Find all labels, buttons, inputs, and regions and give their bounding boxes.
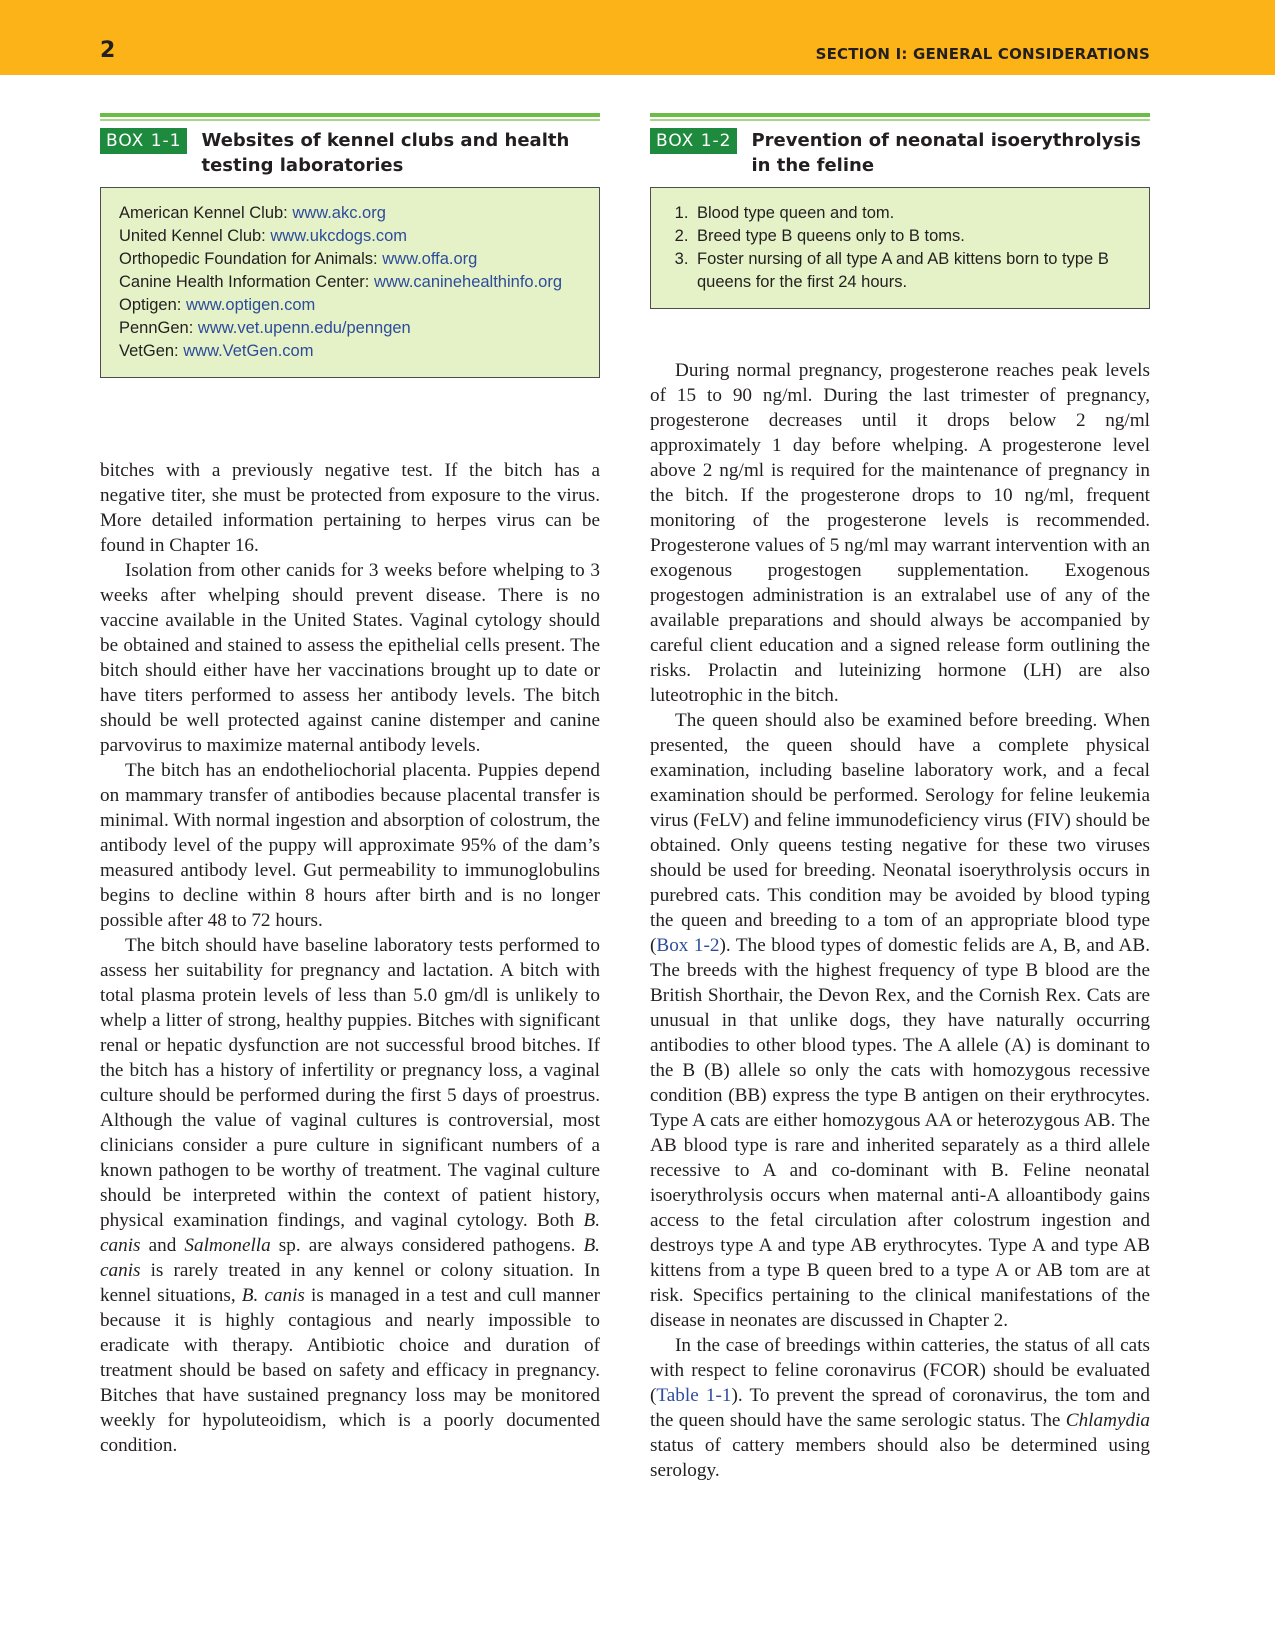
prevention-steps-list bbox=[669, 202, 1131, 294]
entry-name: United Kennel Club: bbox=[119, 227, 266, 245]
website-entry bbox=[119, 248, 581, 271]
right-column bbox=[650, 358, 1150, 1483]
box-header bbox=[650, 128, 1150, 178]
box-body bbox=[100, 187, 600, 378]
website-entry bbox=[119, 225, 581, 248]
species-name: B. canis bbox=[100, 1210, 600, 1256]
website-link[interactable]: www.caninehealthinfo.org bbox=[373, 273, 563, 291]
page-number: 2 bbox=[100, 38, 116, 63]
text-run: ). The blood types of domestic felids are A, B, and AB. The breeds with the highest frequency of type B blood are the British Shorthair, the Devon Rex, and the Cornish Rex. Cats are unusual in that unlike dogs, they have naturally occurring antibodies to other blood types. The A allele (A) is dominant to the B (B) allele so only the cats with homozygous recessive condition (BB) express the type B antigen on their erythrocytes. Type A cats are either homozygous AA or heterozygous AB. The AB blood type is rare and inherited separately as a third allele recessive to A and co-dominant with B. Feline neonatal isoerythrolysis occurs when maternal anti-A alloantibody gains access to the fetal circulation after colostrum ingestion and destroys type A and type AB erythrocytes. Type A and type AB kittens from a type B queen bred to a type A or AB tom are at risk. Specifics pertaining to the clinical manifestations of the disease in neonates are discussed in Chapter 2. bbox=[650, 935, 1150, 1331]
entry-name: Orthopedic Foundation for Animals: bbox=[119, 250, 378, 268]
species-name: Salmonella bbox=[184, 1235, 271, 1256]
entry-name: PennGen: bbox=[119, 319, 194, 337]
website-link[interactable]: www.vet.upenn.edu/penngen bbox=[197, 319, 411, 337]
text-run: and bbox=[140, 1235, 185, 1256]
box-1-2 bbox=[650, 113, 1150, 309]
website-link[interactable]: www.offa.org bbox=[382, 250, 478, 268]
paragraph: Isolation from other canids for 3 weeks before whelping to 3 weeks after whelping should prevent disease. There is no vaccine available in the United States. Vaginal cytology should be obtained and stained to assess the epithelial cells present. The bitch should either have her vaccinations brought up to date or have titers performed to assess her antibody levels. The bitch should be well protected against canine distemper and canine parvovirus to maximize maternal antibody levels. bbox=[100, 560, 600, 756]
entry-name: Optigen: bbox=[119, 296, 182, 314]
text-run: In the case of breedings within catteries, the status of all cats with respect to feline coronavirus (FCOR) should be evaluated ( bbox=[650, 1335, 1150, 1406]
website-entry bbox=[119, 294, 581, 317]
table-reference-link[interactable]: Table 1-1 bbox=[656, 1385, 732, 1406]
text-run: The queen should also be examined before breeding. When presented, the queen should have a complete physical examination, including baseline laboratory work, and a fecal examination should be performed. Serology for feline leukemia virus (FeLV) and feline immunodeficiency virus (FIV) should be obtained. Only queens testing negative for these two viruses should be used for breeding. Neonatal isoerythrolysis occurs in purebred cats. This condition may be avoided by blood typing the queen and breeding to a tom of an appropriate blood type ( bbox=[650, 710, 1150, 956]
entry-name: VetGen: bbox=[119, 342, 179, 360]
box-title: Websites of kennel clubs and health testing laboratories bbox=[201, 130, 570, 176]
website-entry bbox=[119, 340, 581, 363]
running-head: SECTION I: GENERAL CONSIDERATIONS bbox=[815, 45, 1150, 63]
paragraph: During normal pregnancy, progesterone reaches peak levels of 15 to 90 ng/ml. During the last trimester of pregnancy, progesterone decreases until it drops below 2 ng/ml approximately 1 day before whelping. A progesterone level above 2 ng/ml is required for the maintenance of pregnancy in the bitch. If the progesterone drops to 10 ng/ml, frequent monitoring of the progesterone levels is recommended. Progesterone values of 5 ng/ml may warrant intervention with an exogenous progestogen supplementation. Exogenous progestogen administration is an extralabel use of any of the available preparations and should always be accompanied by careful client education and a signed release form outlining the risks. Prolactin and luteinizing hormone (LH) are also luteotrophic in the bitch. bbox=[650, 360, 1150, 706]
box-reference-link[interactable]: Box 1-2 bbox=[656, 935, 720, 956]
list-item: 3. Foster nursing of all type A and AB kittens born to type B queens for the first 24 hours. bbox=[693, 248, 1131, 294]
paragraph: bitches with a previously negative test. If the bitch has a negative titer, she must be protected from exposure to the virus. More detailed information pertaining to herpes virus can be found in Chapter 16. bbox=[100, 460, 600, 556]
box-label: BOX 1-2 bbox=[650, 128, 737, 154]
website-entry bbox=[119, 317, 581, 340]
text-run: sp. are always considered pathogens. bbox=[270, 1235, 584, 1256]
website-entry bbox=[119, 202, 581, 225]
paragraph bbox=[650, 1333, 1150, 1483]
box-title: Prevention of neonatal isoerythrolysis in the feline bbox=[751, 130, 1141, 176]
text-run: is managed in a test and cull manner because it is highly contagious and nearly impossible to eradicate with therapy. Antibiotic choice and duration of treatment should be based on safety and efficacy in pregnancy. Bitches that have sustained pregnancy loss may be monitored weekly for hypoluteoidism, which is a poorly documented condition. bbox=[100, 1285, 600, 1456]
list-item: 1. Blood type queen and tom. bbox=[693, 202, 1131, 225]
website-link[interactable]: www.optigen.com bbox=[185, 296, 316, 314]
paragraph bbox=[650, 708, 1150, 1333]
species-name: B. canis bbox=[100, 1235, 600, 1281]
website-link[interactable]: www.ukcdogs.com bbox=[270, 227, 407, 245]
website-link[interactable]: www.VetGen.com bbox=[183, 342, 314, 360]
header-band bbox=[0, 0, 1275, 75]
box-rule bbox=[650, 113, 1150, 117]
entry-name: American Kennel Club: bbox=[119, 204, 288, 222]
paragraph: The bitch has an endotheliochorial placenta. Puppies depend on mammary transfer of antibodies because placental transfer is minimal. With normal ingestion and absorption of colostrum, the antibody level of the puppy will approximate 95% of the dam’s measured antibody level. Gut permeability to immunoglobulins begins to decline within 8 hours after birth and is no longer possible after 48 to 72 hours. bbox=[100, 760, 600, 931]
website-entry bbox=[119, 271, 581, 294]
text-run: status of cattery members should also be determined using serology. bbox=[650, 1435, 1150, 1481]
box-1-1 bbox=[100, 113, 600, 378]
box-label: BOX 1-1 bbox=[100, 128, 187, 154]
left-column bbox=[100, 458, 600, 1458]
box-header bbox=[100, 128, 600, 178]
species-name: Chlamydia bbox=[1065, 1410, 1150, 1431]
box-rule-secondary bbox=[650, 119, 1150, 121]
text-run: The bitch should have baseline laboratory tests performed to assess her suitability for pregnancy and lactation. A bitch with total plasma protein levels of less than 5.0 gm/dl is unlikely to whelp a litter of strong, healthy puppies. Bitches with significant renal or hepatic dysfunction are not successful brood bitches. If the bitch has a history of infertility or pregnancy loss, a vaginal culture should be performed during the first 5 days of proestrus. Although the value of vaginal cultures is controversial, most clinicians consider a pure culture in significant numbers of a known pathogen to be worthy of treatment. The vaginal culture should be interpreted within the context of patient history, physical examination findings, and vaginal cytology. Both bbox=[100, 935, 600, 1231]
species-name: B. canis bbox=[241, 1285, 305, 1306]
website-link[interactable]: www.akc.org bbox=[292, 204, 386, 222]
box-rule bbox=[100, 113, 600, 117]
paragraph bbox=[100, 933, 600, 1458]
text-run: is rarely treated in any kennel or colony situation. In kennel situations, bbox=[100, 1260, 600, 1306]
text-run: ). To prevent the spread of coronavirus, the tom and the queen should have the same serologic status. The bbox=[650, 1385, 1150, 1431]
box-rule-secondary bbox=[100, 119, 600, 121]
entry-name: Canine Health Information Center: bbox=[119, 273, 370, 291]
box-body bbox=[650, 187, 1150, 309]
list-item: 2. Breed type B queens only to B toms. bbox=[693, 225, 1131, 248]
